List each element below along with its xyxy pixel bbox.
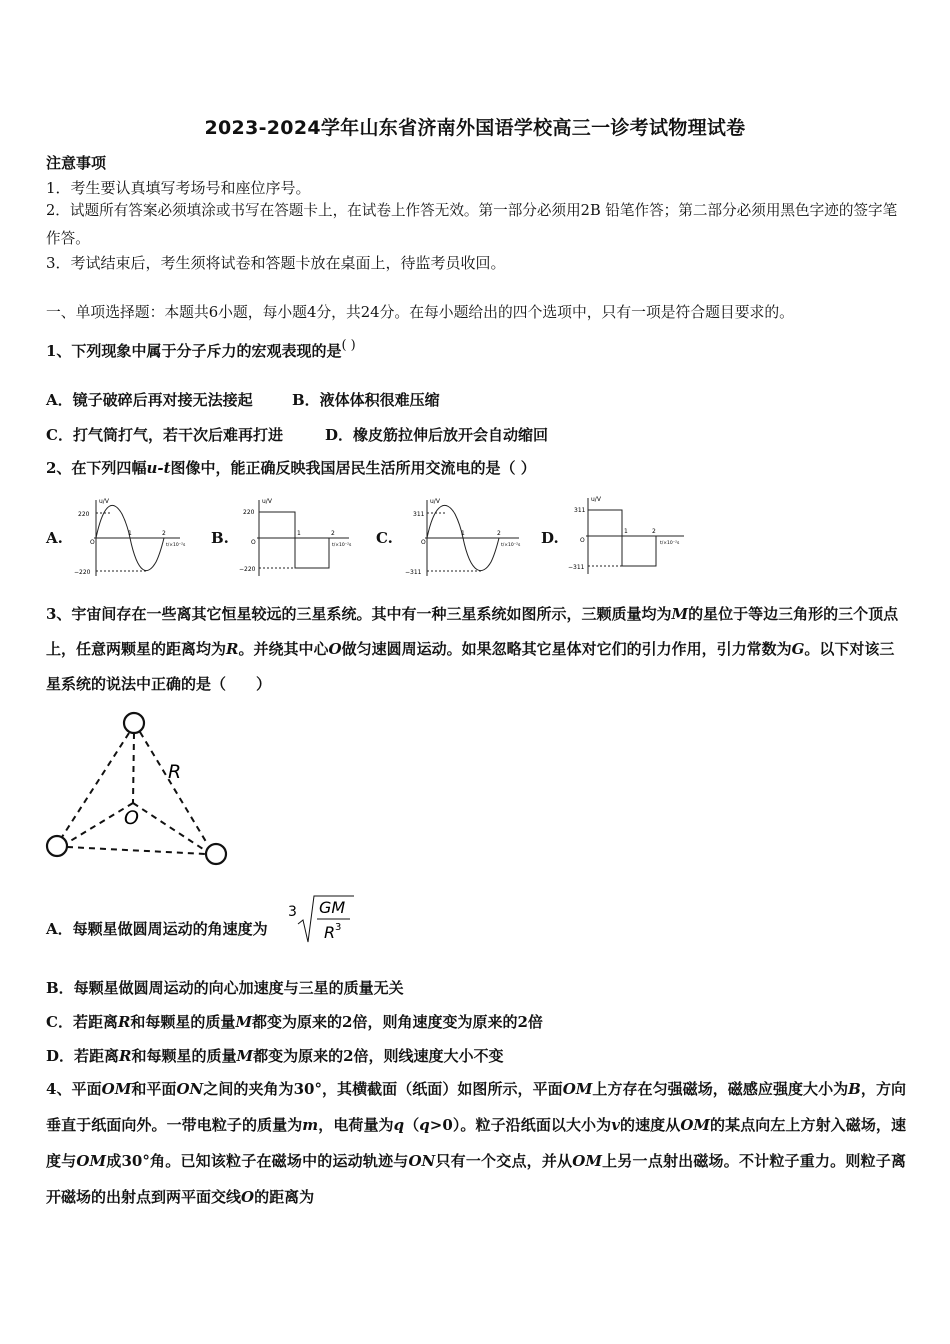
q3-option-a: A．每颗星做圆周运动的角速度为 <box>46 920 268 938</box>
graph-c-tick1: 1 <box>461 530 465 537</box>
figure-r-label: R <box>168 761 182 783</box>
graph-c-ylabel: u/V <box>430 498 440 505</box>
q3-formula-cube-root <box>286 892 358 946</box>
graph-a-xlabel: t/×10⁻²s <box>166 543 186 548</box>
notice-item-3: 3．考试结束后，考生须将试卷和答题卡放在桌面上，待监考员收回。 <box>46 254 506 272</box>
q3-option-b: B．每颗星做圆周运动的向心加速度与三星的质量无关 <box>46 979 404 997</box>
formula-denominator: R <box>324 923 336 942</box>
graph-b-ylabel: u/V <box>262 498 272 505</box>
graph-b-xlabel: t/×10⁻²s <box>332 543 352 548</box>
graph-b-origin: O <box>251 539 256 546</box>
graph-b-peak: 220 <box>243 509 255 516</box>
q2-stem-var: u-t <box>146 459 171 477</box>
star-left <box>47 836 67 856</box>
formula-exponent: 3 <box>335 922 342 933</box>
section-heading: 一、单项选择题：本题共6小题，每小题4分，共24分。在每小题给出的四个选项中，只有一项是符合题目要求的。 <box>46 304 794 321</box>
notice-item-2: 2．试题所有答案必须填涂或书写在答题卡上，在试卷上作答无效。第一部分必须用2B 铅笔作答；第二部分必须用黑色字迹的签字笔作答。 <box>46 202 898 247</box>
q2-stem-post: 图像中，能正确反映我国居民生活所用交流电的是（ ） <box>170 459 536 477</box>
graph-d-origin: O <box>580 537 585 544</box>
notice-heading: 注意事项 <box>46 154 107 172</box>
formula-numerator: GM <box>319 898 346 917</box>
graph-c <box>403 494 523 578</box>
graph-d <box>566 492 686 576</box>
graph-c-trough: −311 <box>405 569 422 576</box>
graph-a-origin: O <box>90 539 95 546</box>
graph-d-trough: −311 <box>568 564 585 571</box>
q3-option-c: C．若距离R和每颗星的质量M都变为原来的2倍，则角速度变为原来的2倍 <box>46 1013 543 1031</box>
graph-d-tick1: 1 <box>624 528 628 535</box>
q1-paren: ( ) <box>341 338 356 353</box>
q2-label-a: A. <box>46 529 63 547</box>
formula-index: 3 <box>288 904 297 920</box>
star-right <box>206 844 226 864</box>
star-top <box>124 713 144 733</box>
q1-stem-text: 1、下列现象中属于分子斥力的宏观表现的是 <box>46 342 342 360</box>
graph-c-peak: 311 <box>413 511 425 518</box>
graph-b <box>237 494 352 578</box>
graph-c-origin: O <box>421 539 426 546</box>
q2-stem <box>46 457 536 478</box>
graph-a-tick1: 1 <box>128 530 132 537</box>
q1-option-c: C．打气筒打气，若干次后难再打进 <box>46 426 283 444</box>
graph-b-tick1: 1 <box>297 530 301 537</box>
page-title: 2023-2024学年山东省济南外国语学校高三一诊考试物理试卷 <box>204 117 746 139</box>
q3-stem: 3、宇宙间存在一些离其它恒星较远的三星系统。其中有一种三星系统如图所示，三颗质量均为M的星位于等边三角形的三个顶点上，任意两颗星的距离均为R。并绕其中心O做匀速圆周运动。如果忽略其它星体对它们的引力作用，引力常数为G。以下对该三星系统的说法中正确的是（ ） <box>46 605 899 693</box>
q1-option-d: D．橡皮筋拉伸后放开会自动缩回 <box>325 426 549 444</box>
q2-stem-pre: 2、在下列四幅 <box>46 459 147 477</box>
graph-a-tick2: 2 <box>162 530 166 537</box>
graph-d-tick2: 2 <box>652 528 656 535</box>
graph-b-trough: −220 <box>239 566 256 573</box>
graph-a-trough: −220 <box>74 569 91 576</box>
graph-d-xlabel: t/×10⁻²s <box>660 541 680 546</box>
graph-a-peak: 220 <box>78 511 90 518</box>
q4-stem: 4、平面OM和平面ON之间的夹角为30°，其横截面（纸面）如图所示，平面OM上方存在匀强磁场，磁感应强度大小为B，方向垂直于纸面向外。一带电粒子的质量为m，电荷量为q（q>0）。粒子沿纸面以大小为v的速度从OM的某点向左上方射入磁场，速度与OM成30°角。已知该粒子在磁场中的运动轨迹与ON只有一个交点，并从OM上另一点射出磁场。不计粒子重力。则粒子离开磁场的出射点到两平面交线O的距离为 <box>46 1080 906 1206</box>
three-star-figure <box>40 706 240 866</box>
graph-d-peak: 311 <box>574 507 586 514</box>
graph-c-tick2: 2 <box>497 530 501 537</box>
q2-label-c: C. <box>376 529 393 547</box>
graph-b-tick2: 2 <box>331 530 335 537</box>
graph-a <box>72 494 186 578</box>
q3-option-d: D．若距离R和每颗星的质量M都变为原来的2倍，则线速度大小不变 <box>46 1047 504 1065</box>
q1-option-b: B．液体体积很难压缩 <box>292 391 440 409</box>
q1-option-a: A．镜子破碎后再对接无法接起 <box>46 391 253 409</box>
graph-d-ylabel: u/V <box>591 496 601 503</box>
q1-stem <box>46 340 356 361</box>
graph-c-xlabel: t/×10⁻²s <box>501 543 521 548</box>
q2-label-d: D. <box>541 529 559 547</box>
figure-o-label: O <box>124 807 139 829</box>
q2-label-b: B. <box>211 529 229 547</box>
notice-item-1: 1．考生要认真填写考场号和座位序号。 <box>46 179 311 197</box>
graph-a-ylabel: u/V <box>99 498 109 505</box>
